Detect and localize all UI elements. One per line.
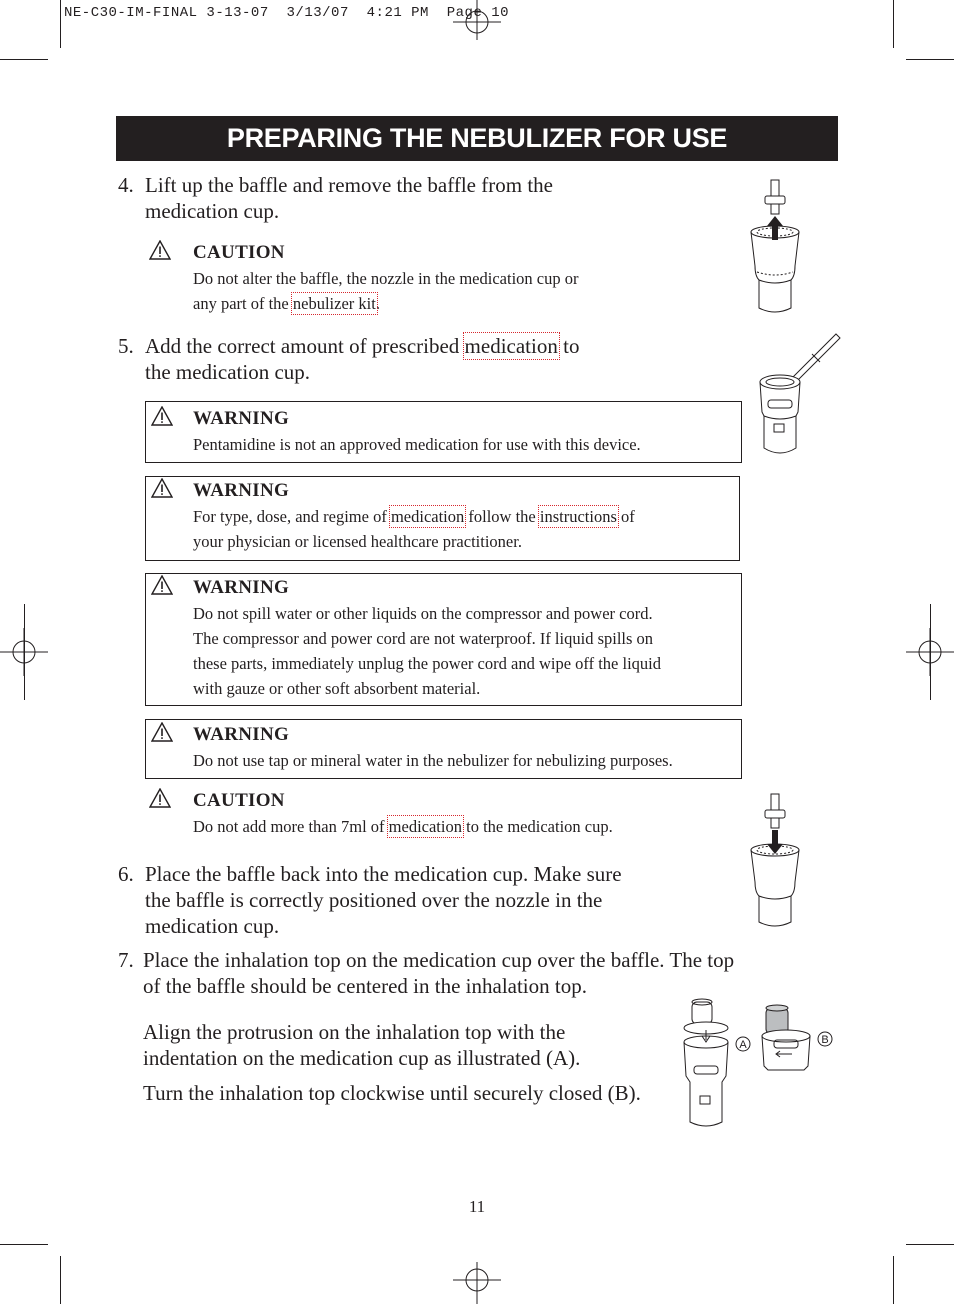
glossary-term[interactable]: nebulizer kit xyxy=(292,294,376,313)
warning-notice xyxy=(193,478,738,554)
crop-mark xyxy=(930,604,931,700)
warning-heading: WARNING xyxy=(193,408,290,429)
warning-notice xyxy=(193,406,738,457)
warning-text: follow the xyxy=(464,507,540,526)
caution-triangle-icon xyxy=(149,788,171,808)
step-text: medication cup. xyxy=(145,199,280,223)
label-b: B xyxy=(821,1034,829,1046)
step-text: Place the inhalation top on the medication cup over the baffle. The top xyxy=(143,948,735,972)
glossary-term[interactable]: medication xyxy=(388,817,462,836)
crop-mark xyxy=(0,59,48,60)
step-number: 4. xyxy=(118,173,134,197)
step-text: Place the baffle back into the medication cup. Make sure xyxy=(145,862,622,886)
page-number: 11 xyxy=(468,1197,486,1216)
warning-heading: WARNING xyxy=(193,577,290,598)
warning-text: The compressor and power cord are not waterproof. If liquid spills on xyxy=(193,629,654,648)
crop-mark xyxy=(24,604,25,700)
crop-mark xyxy=(60,0,61,48)
baffle-insert-illustration xyxy=(745,790,805,930)
warning-text: Do not use tap or mineral water in the nebulizer for nebulizing purposes. xyxy=(193,751,673,770)
page-title: PREPARING THE NEBULIZER FOR USE xyxy=(226,123,728,153)
warning-heading: WARNING xyxy=(193,724,290,745)
warning-triangle-icon xyxy=(151,406,173,426)
caution-text: to the medication cup. xyxy=(461,817,613,836)
warning-triangle-icon xyxy=(151,478,173,498)
crop-mark xyxy=(906,1244,954,1245)
step-text: of the baffle should be centered in the inhalation top. xyxy=(143,974,587,998)
warning-triangle-icon xyxy=(151,722,173,742)
step-number: 5. xyxy=(118,334,134,358)
warning-text: your physician or licensed healthcare practitioner. xyxy=(193,532,522,551)
step-text: the baffle is correctly positioned over the nozzle in the xyxy=(145,888,603,912)
warning-triangle-icon xyxy=(151,575,173,595)
crop-mark xyxy=(893,0,894,48)
caution-heading: CAUTION xyxy=(193,242,285,263)
step-text: Lift up the baffle and remove the baffle from the xyxy=(145,173,553,197)
warning-text: of xyxy=(616,507,635,526)
step-text: to xyxy=(557,334,580,358)
warning-text: Do not spill water or other liquids on the compressor and power cord. xyxy=(193,604,653,623)
baffle-removal-illustration xyxy=(745,176,805,316)
step-4 xyxy=(118,172,718,224)
step-text: indentation on the medication cup as illustrated (A). xyxy=(143,1046,581,1070)
warning-notice xyxy=(193,722,738,773)
warning-text: For type, dose, and regime of xyxy=(193,507,391,526)
printer-slug: NE-C30-IM-FINAL 3-13-07 3/13/07 4:21 PM Page 10 xyxy=(64,5,510,21)
inhalation-top-illustration xyxy=(680,996,840,1132)
caution-text: Do not add more than 7ml of xyxy=(193,817,389,836)
glossary-term[interactable]: medication xyxy=(390,507,465,526)
step-text: Align the protrusion on the inhalation top with the xyxy=(143,1020,566,1044)
step-number: 6. xyxy=(118,862,134,886)
registration-mark-icon xyxy=(453,0,501,48)
caution-notice xyxy=(193,788,723,839)
step-text: Add the correct amount of prescribed xyxy=(145,334,465,358)
section-title-bar xyxy=(116,116,838,161)
warning-text: with gauze or other soft absorbent material. xyxy=(193,679,481,698)
glossary-term[interactable]: medication xyxy=(464,334,558,358)
warning-notice xyxy=(193,575,738,701)
caution-notice xyxy=(193,240,713,316)
warning-heading: WARNING xyxy=(193,480,290,501)
warning-text: Pentamidine is not an approved medication for use with this device. xyxy=(193,435,641,454)
syringe-fill-illustration xyxy=(752,332,842,460)
caution-text: any part of the xyxy=(193,294,293,313)
step-6 xyxy=(118,861,718,939)
step-number: 7. xyxy=(118,948,134,972)
warning-text: these parts, immediately unplug the power cord and wipe off the liquid xyxy=(193,654,661,673)
caution-text: Do not alter the baffle, the nozzle in the medication cup or xyxy=(193,269,579,288)
caution-heading: CAUTION xyxy=(193,790,285,811)
step-text: medication cup. xyxy=(145,914,280,938)
registration-mark-icon xyxy=(453,1256,501,1304)
crop-mark xyxy=(0,1244,48,1245)
crop-mark xyxy=(60,1256,61,1304)
label-a: A xyxy=(739,1039,747,1051)
step-text: Turn the inhalation top clockwise until securely closed (B). xyxy=(143,1081,641,1105)
crop-mark xyxy=(893,1256,894,1304)
caution-text: . xyxy=(375,294,380,313)
step-text: the medication cup. xyxy=(145,360,311,384)
glossary-term[interactable]: instructions xyxy=(539,507,617,526)
crop-mark xyxy=(906,59,954,60)
caution-triangle-icon xyxy=(149,240,171,260)
step-5 xyxy=(118,333,718,385)
